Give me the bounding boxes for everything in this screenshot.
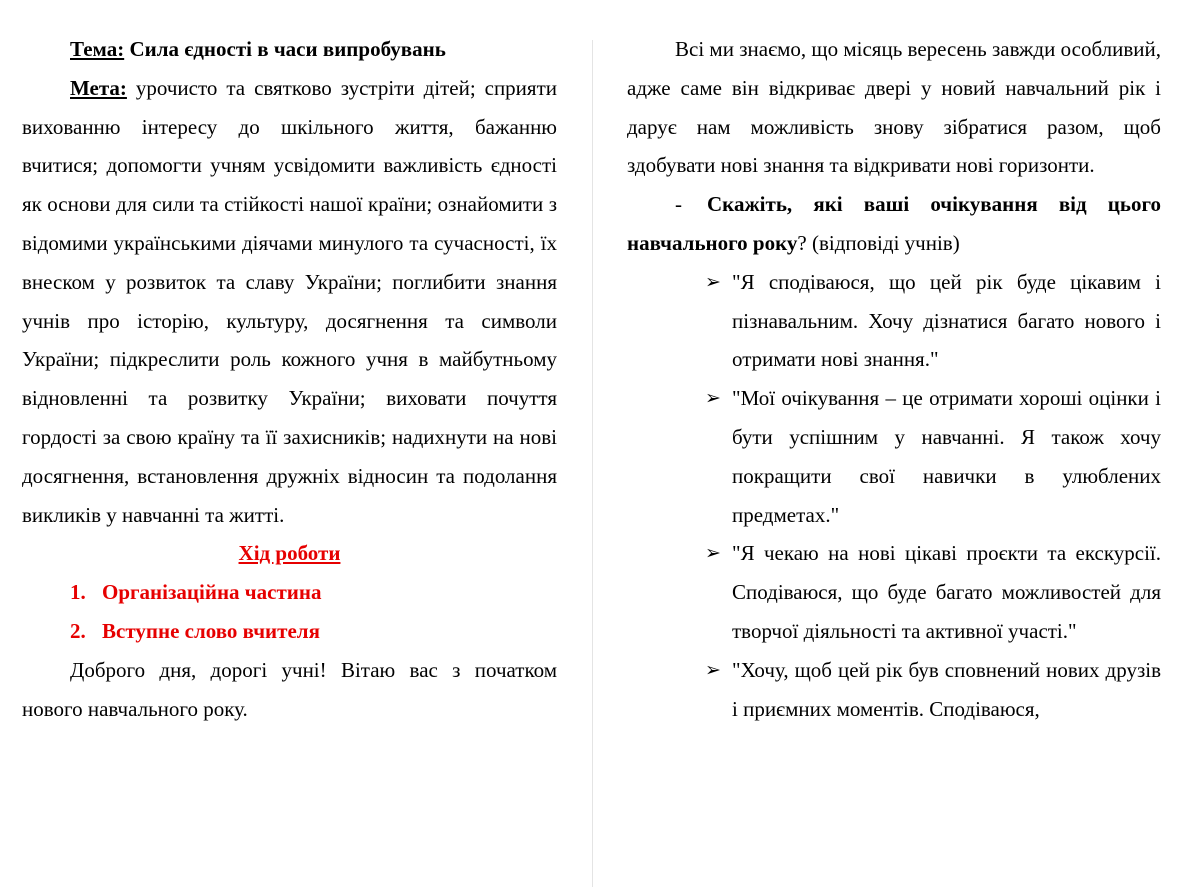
progress-heading-line (22, 534, 557, 573)
question-rest: ? (відповіді учнів) (797, 230, 960, 255)
answer-text: "Я чекаю на нові цікаві проєкти та екскурсії. Сподіваюся, що буде багато можливостей для творчої діяльності та активної участі." (732, 541, 1161, 643)
step-number: 2. (70, 618, 86, 643)
dash-marker: - (675, 192, 682, 217)
progress-heading: Хід роботи (238, 541, 341, 566)
step-number: 1. (70, 580, 86, 605)
arrow-bullet-icon: ➢ (705, 658, 721, 681)
theme-line (22, 30, 557, 69)
arrow-bullet-icon: ➢ (705, 387, 721, 410)
answer-text: "Мої очікування – це отримати хороші оцінки і бути успішним у навчанні. Я також хочу покращити свої навички в улюблених предметах." (732, 386, 1161, 527)
step-item-2 (22, 612, 557, 651)
step-item-1 (22, 573, 557, 612)
goal-label: Мета: (70, 75, 127, 100)
column-divider (592, 40, 593, 887)
goal-text: урочисто та святково зустріти дітей; сприяти вихованню інтересу до шкільного життя, бажанню вчитися; допомогти учням усвідомити важливість єдності як основи для сили та стійкості нашої країни; ознайомити з відомими українськими діячами минулого та сучасності, їх внеском у розвиток та славу України; поглибити знання учнів про історію, культуру, досягнення та символи України; підкреслити роль кожного учня в майбутньому відновленні та розвитку України; виховати почуття гордості за свою країну та її захисників; надихнути на нові досягнення, встановлення дружніх відносин та подолання викликів у навчанні та житті. (22, 75, 557, 527)
greeting-paragraph: Доброго дня, дорогі учні! Вітаю вас з початком нового навчального року. (22, 657, 557, 721)
arrow-bullet-icon: ➢ (705, 270, 721, 293)
answer-item-2 (627, 379, 1161, 534)
question-paragraph (627, 185, 1161, 263)
right-column (627, 30, 1161, 728)
theme-label: Тема: (70, 37, 125, 61)
step-text: Вступне слово вчителя (102, 618, 320, 643)
step-text: Організаційна частина (102, 580, 322, 605)
answer-text: "Хочу, щоб цей рік був сповнений нових друзів і приємних моментів. Сподіваюся, (732, 657, 1161, 721)
question-bold: Скажіть, які ваші очікування від цього навчального року (627, 192, 1161, 255)
theme-text: Сила єдності в часи випробувань (124, 37, 446, 61)
left-column (22, 30, 557, 728)
goal-paragraph (22, 69, 557, 535)
answer-item-3 (627, 534, 1161, 650)
answer-text: "Я сподіваюся, що цей рік буде цікавим і пізнавальним. Хочу дізнатися багато нового і отримати нові знання." (732, 269, 1161, 372)
arrow-bullet-icon: ➢ (705, 542, 721, 565)
answer-item-4 (627, 651, 1161, 729)
intro-paragraph: Всі ми знаємо, що місяць вересень завжди особливий, адже саме він відкриває двері у новий навчальний рік і дарує нам можливість знову зібратися разом, щоб здобувати нові знання та відкривати нові горизонти. (627, 37, 1161, 178)
answer-item-1 (627, 263, 1161, 379)
